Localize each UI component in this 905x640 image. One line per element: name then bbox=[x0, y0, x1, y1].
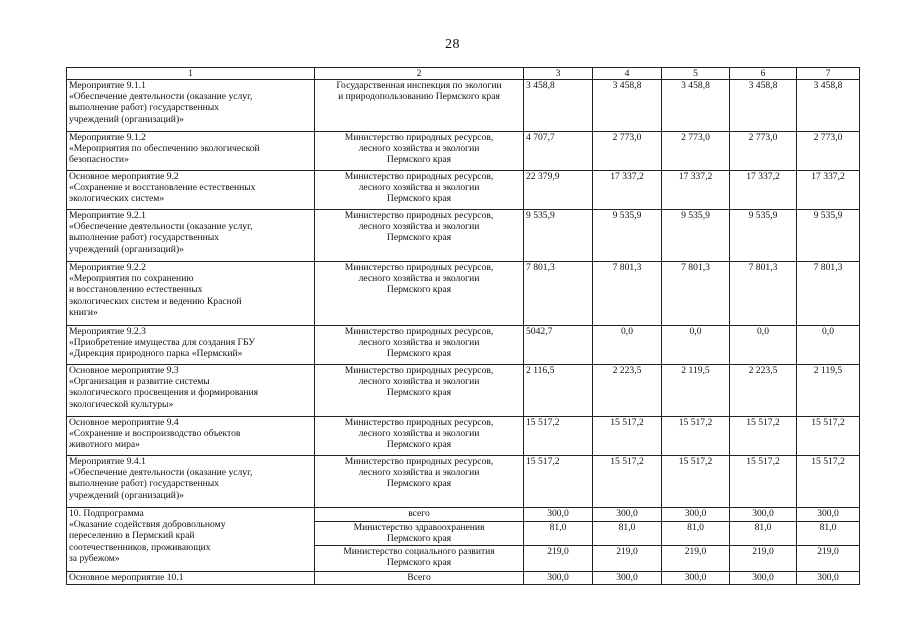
amount-cell: 300,0 bbox=[797, 508, 860, 522]
amount-cell: 15 517,2 bbox=[730, 456, 797, 508]
amount-cell: 81,0 bbox=[524, 522, 593, 546]
activity-name-cell: Мероприятие 9.2.1 «Обеспечение деятельности (оказание услуг, выполнение работ) государственных учреждений (организаций)» bbox=[67, 210, 315, 262]
amount-cell: 15 517,2 bbox=[593, 417, 662, 456]
executor-cell: Министерство природных ресурсов, лесного хозяйства и экологии Пермского края bbox=[315, 262, 524, 326]
table-row bbox=[67, 132, 860, 171]
amount-cell: 0,0 bbox=[662, 326, 730, 365]
amount-cell: 9 535,9 bbox=[797, 210, 860, 262]
header-cell: 1 bbox=[67, 68, 315, 80]
amount-cell: 9 535,9 bbox=[524, 210, 593, 262]
amount-cell: 5042,7 bbox=[524, 326, 593, 365]
executor-cell: Министерство социального развития Пермского края bbox=[315, 546, 524, 572]
activity-name-cell: Основное мероприятие 9.3 «Организация и развитие системы экологического просвещения и формирования экологической культуры» bbox=[67, 365, 315, 417]
subprogram-name-cell: 10. Подпрограмма «Оказание содействия добровольному переселению в Пермский край соотечественников, проживающих за рубежом» bbox=[67, 508, 315, 572]
amount-cell: 7 801,3 bbox=[524, 262, 593, 326]
amount-cell: 9 535,9 bbox=[730, 210, 797, 262]
header-cell: 2 bbox=[315, 68, 524, 80]
amount-cell: 81,0 bbox=[730, 522, 797, 546]
amount-cell: 3 458,8 bbox=[662, 80, 730, 132]
amount-cell: 2 773,0 bbox=[593, 132, 662, 171]
executor-cell: Министерство природных ресурсов, лесного хозяйства и экологии Пермского края bbox=[315, 417, 524, 456]
amount-cell: 0,0 bbox=[730, 326, 797, 365]
amount-cell: 0,0 bbox=[593, 326, 662, 365]
amount-cell: 9 535,9 bbox=[662, 210, 730, 262]
amount-cell: 300,0 bbox=[730, 508, 797, 522]
header-cell: 6 bbox=[730, 68, 797, 80]
header-cell: 3 bbox=[524, 68, 593, 80]
amount-cell: 15 517,2 bbox=[662, 456, 730, 508]
amount-cell: 22 379,9 bbox=[524, 171, 593, 210]
table-body bbox=[67, 68, 860, 585]
amount-cell: 17 337,2 bbox=[593, 171, 662, 210]
amount-cell: 0,0 bbox=[797, 326, 860, 365]
amount-cell: 2 773,0 bbox=[797, 132, 860, 171]
table-row bbox=[67, 508, 860, 522]
executor-cell: Государственная инспекция по экологии и природопользованию Пермского края bbox=[315, 80, 524, 132]
amount-cell: 7 801,3 bbox=[797, 262, 860, 326]
header-cell: 7 bbox=[797, 68, 860, 80]
amount-cell: 219,0 bbox=[797, 546, 860, 572]
activity-name-cell: Мероприятие 9.4.1 «Обеспечение деятельности (оказание услуг, выполнение работ) государственных учреждений (организаций)» bbox=[67, 456, 315, 508]
amount-cell: 15 517,2 bbox=[524, 456, 593, 508]
amount-cell: 219,0 bbox=[524, 546, 593, 572]
amount-cell: 15 517,2 bbox=[797, 417, 860, 456]
header-cell: 4 bbox=[593, 68, 662, 80]
amount-cell: 219,0 bbox=[593, 546, 662, 572]
amount-cell: 15 517,2 bbox=[662, 417, 730, 456]
executor-cell: Министерство природных ресурсов, лесного хозяйства и экологии Пермского края bbox=[315, 132, 524, 171]
amount-cell: 300,0 bbox=[797, 572, 860, 585]
page-number: 28 bbox=[445, 37, 460, 52]
amount-cell: 17 337,2 bbox=[730, 171, 797, 210]
amount-cell: 2 119,5 bbox=[662, 365, 730, 417]
table-row bbox=[67, 365, 860, 417]
amount-cell: 81,0 bbox=[593, 522, 662, 546]
header-row bbox=[67, 68, 860, 80]
amount-cell: 219,0 bbox=[662, 546, 730, 572]
executor-cell: Министерство природных ресурсов, лесного хозяйства и экологии Пермского края bbox=[315, 326, 524, 365]
amount-cell: 7 801,3 bbox=[593, 262, 662, 326]
amount-cell: 300,0 bbox=[593, 572, 662, 585]
amount-cell: 2 119,5 bbox=[797, 365, 860, 417]
amount-cell: 7 801,3 bbox=[662, 262, 730, 326]
amount-cell: 15 517,2 bbox=[730, 417, 797, 456]
amount-cell: 2 773,0 bbox=[662, 132, 730, 171]
activity-name-cell: Основное мероприятие 9.2 «Сохранение и восстановление естественных экологических систем» bbox=[67, 171, 315, 210]
amount-cell: 3 458,8 bbox=[524, 80, 593, 132]
amount-cell: 4 707,7 bbox=[524, 132, 593, 171]
executor-cell: Министерство природных ресурсов, лесного хозяйства и экологии Пермского края bbox=[315, 365, 524, 417]
amount-cell: 300,0 bbox=[524, 508, 593, 522]
table-row bbox=[67, 456, 860, 508]
amount-cell: 300,0 bbox=[593, 508, 662, 522]
amount-cell: 15 517,2 bbox=[524, 417, 593, 456]
activity-name-cell: Основное мероприятие 10.1 bbox=[67, 572, 315, 585]
activity-name-cell: Мероприятие 9.2.2 «Мероприятия по сохранению и восстановлению естественных экологических систем и ведению Красной книги» bbox=[67, 262, 315, 326]
table-row bbox=[67, 262, 860, 326]
amount-cell: 81,0 bbox=[797, 522, 860, 546]
budget-table bbox=[66, 67, 860, 585]
amount-cell: 17 337,2 bbox=[797, 171, 860, 210]
amount-cell: 7 801,3 bbox=[730, 262, 797, 326]
table-row bbox=[67, 210, 860, 262]
amount-cell: 300,0 bbox=[662, 572, 730, 585]
table-row bbox=[67, 326, 860, 365]
amount-cell: 9 535,9 bbox=[593, 210, 662, 262]
activity-name-cell: Основное мероприятие 9.4 «Сохранение и воспроизводство объектов животного мира» bbox=[67, 417, 315, 456]
amount-cell: 3 458,8 bbox=[593, 80, 662, 132]
table-row bbox=[67, 80, 860, 132]
amount-cell: 81,0 bbox=[662, 522, 730, 546]
header-cell: 5 bbox=[662, 68, 730, 80]
amount-cell: 2 223,5 bbox=[730, 365, 797, 417]
executor-cell: Министерство природных ресурсов, лесного хозяйства и экологии Пермского края bbox=[315, 210, 524, 262]
table-row bbox=[67, 417, 860, 456]
amount-cell: 3 458,8 bbox=[730, 80, 797, 132]
activity-name-cell: Мероприятие 9.2.3 «Приобретение имущества для создания ГБУ «Дирекция природного парка «Пермский» bbox=[67, 326, 315, 365]
amount-cell: 219,0 bbox=[730, 546, 797, 572]
executor-cell: Министерство здравоохранения Пермского края bbox=[315, 522, 524, 546]
amount-cell: 15 517,2 bbox=[593, 456, 662, 508]
activity-name-cell: Мероприятие 9.1.1 «Обеспечение деятельности (оказание услуг, выполнение работ) государственных учреждений (организаций)» bbox=[67, 80, 315, 132]
executor-cell: Всего bbox=[315, 572, 524, 585]
executor-cell: Министерство природных ресурсов, лесного хозяйства и экологии Пермского края bbox=[315, 456, 524, 508]
table-row bbox=[67, 572, 860, 585]
activity-name-cell: Мероприятие 9.1.2 «Мероприятия по обеспечению экологической безопасности» bbox=[67, 132, 315, 171]
amount-cell: 3 458,8 bbox=[797, 80, 860, 132]
amount-cell: 2 116,5 bbox=[524, 365, 593, 417]
amount-cell: 2 223,5 bbox=[593, 365, 662, 417]
executor-cell: всего bbox=[315, 508, 524, 522]
executor-cell: Министерство природных ресурсов, лесного хозяйства и экологии Пермского края bbox=[315, 171, 524, 210]
table-row bbox=[67, 171, 860, 210]
amount-cell: 300,0 bbox=[662, 508, 730, 522]
amount-cell: 300,0 bbox=[730, 572, 797, 585]
amount-cell: 2 773,0 bbox=[730, 132, 797, 171]
amount-cell: 15 517,2 bbox=[797, 456, 860, 508]
amount-cell: 17 337,2 bbox=[662, 171, 730, 210]
amount-cell: 300,0 bbox=[524, 572, 593, 585]
